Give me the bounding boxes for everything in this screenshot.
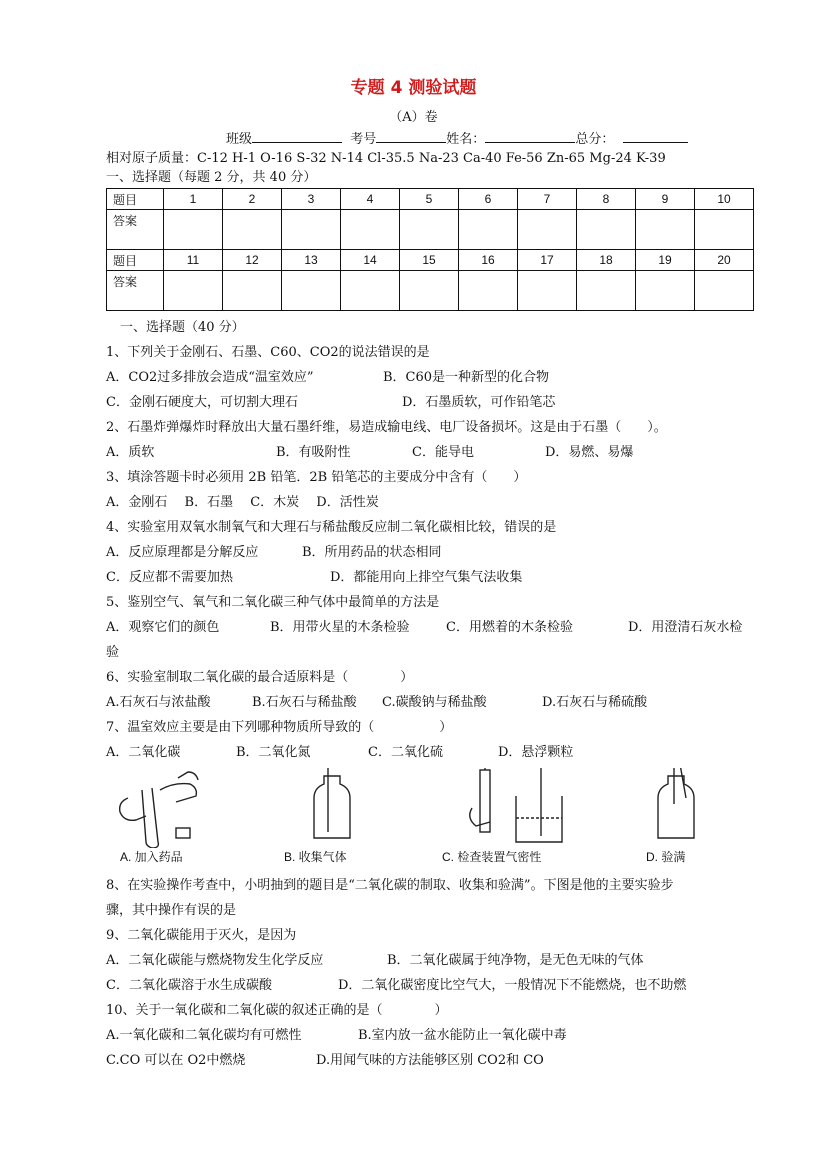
question-number: 7 [518, 189, 577, 210]
question-3: 3、填涂答题卡时必须用 2B 铅笔．2B 铅笔芯的主要成分中含有（ ） [106, 470, 527, 485]
score-field[interactable] [623, 129, 688, 143]
option: A．观察它们的颜色 [106, 620, 220, 635]
question-7: 7、温室效应主要是由下列哪种物质所导致的（ ） [106, 720, 453, 735]
figure-a-caption: A. 加入药品 [120, 850, 183, 864]
question-8-continued: 骤，其中操作有误的是 [106, 903, 237, 918]
option: B．用带火星的木条检验 [270, 620, 410, 635]
question-5: 5、鉴别空气、氧气和二氧化碳三种气体中最简单的方法是 [106, 595, 440, 610]
row-label: 答案 [107, 271, 164, 311]
section2-heading: 一、选择题（40 分） [120, 320, 245, 335]
question-number: 16 [459, 250, 518, 271]
option: B．二氧化碳属于纯净物，是无色无味的气体 [387, 953, 644, 968]
row-label: 答案 [107, 210, 164, 250]
class-label: 班级 [226, 132, 253, 147]
option: D．都能用向上排空气集气法收集 [330, 570, 523, 585]
question-10: 10、关于一氧化碳和二氧化碳的叙述正确的是（ ） [106, 1003, 448, 1018]
class-field[interactable] [252, 129, 342, 143]
question-number: 18 [577, 250, 636, 271]
question-number: 9 [636, 189, 695, 210]
answer-cell[interactable] [282, 271, 341, 311]
name-field[interactable] [485, 129, 575, 143]
option: D．悬浮颗粒 [498, 745, 574, 760]
question-number: 17 [518, 250, 577, 271]
option: C．能导电 [412, 445, 474, 460]
figure-d-caption: D. 验满 [646, 850, 686, 864]
answer-cell[interactable] [400, 271, 459, 311]
question-number: 4 [341, 189, 400, 210]
answer-cell[interactable] [636, 271, 695, 311]
question-number: 14 [341, 250, 400, 271]
question-number: 19 [636, 250, 695, 271]
option: A.石灰石与浓盐酸 [106, 695, 211, 710]
answer-cell[interactable] [695, 271, 754, 311]
option: C.碳酸钠与稀盐酸 [382, 695, 487, 710]
question-number: 3 [282, 189, 341, 210]
option-continued: 验 [106, 645, 120, 660]
answer-cell[interactable] [577, 271, 636, 311]
name-label: 姓名： [446, 132, 486, 147]
number-label: 考号 [350, 132, 377, 147]
option: C．金刚石硬度大，可切割大理石 [106, 395, 298, 410]
answer-cell[interactable] [223, 271, 282, 311]
section1-heading: 一、选择题（每题 2 分，共 40 分） [106, 170, 317, 185]
option: A．二氧化碳 [106, 745, 181, 760]
question-number: 2 [223, 189, 282, 210]
option: C．二氧化碳溶于水生成碳酸 [106, 978, 272, 993]
question-6: 6、实验室制取二氧化碳的最合适原料是（ ） [106, 670, 414, 685]
question-number: 20 [695, 250, 754, 271]
option: B.室内放一盆水能防止一氧化碳中毒 [358, 1028, 567, 1043]
experiment-illustrations [106, 768, 758, 848]
option: D.用闻气味的方法能够区别 CO2和 CO [316, 1053, 544, 1068]
figure-b-illustration [314, 768, 350, 838]
figure-a-illustration [120, 772, 198, 848]
experiment-figures [106, 768, 758, 868]
question-8: 8、在实验操作考查中，小明抽到的题目是“二氧化碳的制取、收集和验满”。下图是他的主要实验步 [106, 878, 674, 893]
option: B．所用药品的状态相同 [302, 545, 442, 560]
answer-cell[interactable] [400, 210, 459, 250]
question-number: 1 [164, 189, 223, 210]
atomic-masses: 相对原子质量：C-12 H-1 O-16 S-32 N-14 Cl-35.5 Na-23 Ca-40 Fe-56 Zn-65 Mg-24 K-39 [106, 151, 666, 166]
paper-version: （A）卷 [389, 110, 438, 125]
figure-b-caption: B. 收集气体 [284, 850, 347, 864]
question-number: 8 [577, 189, 636, 210]
option: A．二氧化碳能与燃烧物发生化学反应 [106, 953, 324, 968]
answer-cell[interactable] [518, 271, 577, 311]
question-2: 2、石墨炸弹爆炸时释放出大量石墨纤维，易造成输电线、电厂设备损坏。这是由于石墨（ ）。 [106, 420, 667, 435]
option: A．金刚石 B．石墨 C．木炭 D．活性炭 [106, 495, 379, 510]
answer-cell[interactable] [459, 210, 518, 250]
option: A.一氧化碳和二氧化碳均有可燃性 [106, 1028, 302, 1043]
question-number: 15 [400, 250, 459, 271]
table-row [107, 189, 754, 210]
option: B.石灰石与稀盐酸 [252, 695, 357, 710]
question-1: 1、下列关于金刚石、石墨、C60、CO2的说法错误的是 [106, 345, 430, 360]
row-label: 题目 [107, 189, 164, 210]
answer-cell[interactable] [341, 271, 400, 311]
answer-cell[interactable] [341, 210, 400, 250]
answer-cell[interactable] [577, 210, 636, 250]
option: B．C60是一种新型的化合物 [383, 370, 550, 385]
figure-c-caption: C. 检查装置气密性 [442, 850, 542, 864]
option: A．CO2过多排放会造成“温室效应” [106, 370, 314, 385]
option: C．反应都不需要加热 [106, 570, 233, 585]
page-title: 专题 4 测验试题 [350, 78, 477, 98]
figure-c-illustration [470, 768, 562, 842]
question-number: 10 [695, 189, 754, 210]
option: D．石墨质软，可作铅笔芯 [402, 395, 556, 410]
score-label: 总分： [575, 132, 615, 147]
option: B．有吸附性 [276, 445, 351, 460]
answer-cell[interactable] [695, 210, 754, 250]
answer-cell[interactable] [164, 271, 223, 311]
option: D．用澄清石灰水检 [628, 620, 743, 635]
question-number: 6 [459, 189, 518, 210]
number-field[interactable] [376, 129, 446, 143]
question-4: 4、实验室用双氧水制氧气和大理石与稀盐酸反应制二氧化碳相比较，错误的是 [106, 520, 557, 535]
figure-d-illustration [658, 768, 694, 838]
header-fields [226, 128, 688, 147]
option: B．二氧化氮 [236, 745, 311, 760]
answer-cell[interactable] [164, 210, 223, 250]
question-9: 9、二氧化碳能用于灭火，是因为 [106, 928, 297, 943]
question-number: 12 [223, 250, 282, 271]
question-number: 5 [400, 189, 459, 210]
option: D.石灰石与稀硫酸 [542, 695, 648, 710]
row-label: 题目 [107, 250, 164, 271]
option: C．用燃着的木条检验 [446, 620, 573, 635]
answer-cell[interactable] [518, 210, 577, 250]
table-row [107, 250, 754, 271]
table-row [107, 271, 754, 311]
option: D．二氧化碳密度比空气大，一般情况下不能燃烧，也不助燃 [338, 978, 687, 993]
answer-cell[interactable] [223, 210, 282, 250]
answer-cell[interactable] [459, 271, 518, 311]
option: C．二氧化硫 [368, 745, 443, 760]
answer-cell[interactable] [636, 210, 695, 250]
question-number: 11 [164, 250, 223, 271]
answer-cell[interactable] [282, 210, 341, 250]
table-row [107, 210, 754, 250]
answer-table [106, 188, 754, 311]
option: D．易燃、易爆 [545, 445, 634, 460]
option: A．质软 [106, 445, 155, 460]
option: C.CO 可以在 O2中燃烧 [106, 1053, 246, 1068]
question-number: 13 [282, 250, 341, 271]
option: A．反应原理都是分解反应 [106, 545, 259, 560]
